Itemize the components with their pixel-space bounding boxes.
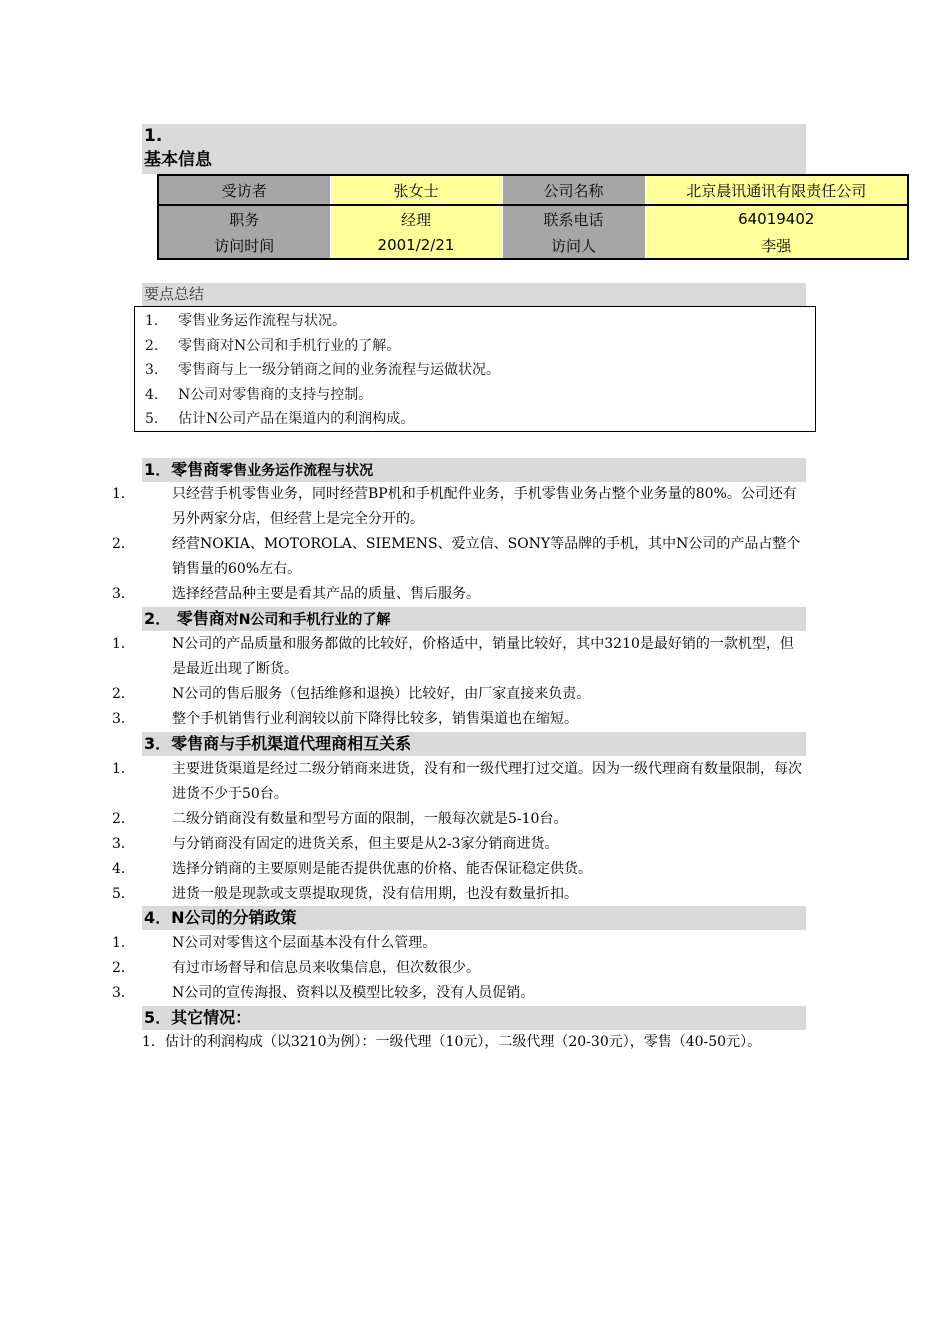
section-2-heading: [142, 607, 806, 631]
list-text: 进货一般是现款或支票提取现货，没有信用期，也没有数量折扣。: [172, 886, 578, 902]
list-text: 只经营手机零售业务，同时经营BP机和手机配件业务，手机零售业务占整个业务量的80%。公司还有另外两家分店，但经营上是完全分开的。: [172, 486, 797, 527]
list-text: N公司的产品质量和服务都做的比较好，价格适中，销量比较好，其中3210是最好销的一款机型，但是最近出现了断货。: [172, 636, 794, 677]
list-text: 二级分销商没有数量和型号方面的限制，一般每次就是5-10台。: [172, 811, 568, 827]
table-label-cell: 受访者: [158, 175, 330, 205]
list-item: [112, 981, 806, 1006]
list-number: 1.: [145, 313, 159, 329]
list-item: [112, 956, 806, 981]
list-text: N公司的宣传海报、资料以及模型比较多，没有人员促销。: [172, 985, 535, 1001]
list-item: [112, 931, 806, 956]
section-title-main: 5．其它情况：: [144, 1008, 252, 1027]
section-title-main: 4．N公司的分销政策: [144, 908, 297, 927]
table-label-cell: 公司名称: [502, 175, 645, 205]
section-title-sub: 零售业务运作流程与状况: [219, 463, 374, 479]
list-item: [112, 832, 806, 857]
list-number: 5．: [112, 886, 135, 902]
basic-info-title: 基本信息: [144, 150, 212, 170]
list-number: 3．: [112, 985, 135, 1001]
basic-info-number: 1.: [144, 126, 163, 146]
list-item: [112, 707, 806, 732]
list-item: [112, 682, 806, 707]
table-value-cell: 李强: [645, 232, 908, 259]
table-label-cell: 职务: [158, 205, 330, 232]
list-item: [112, 632, 806, 682]
summary-box: [134, 306, 816, 432]
list-number: 2．: [112, 536, 135, 552]
list-number: 1．: [112, 486, 135, 502]
list-item: [112, 532, 806, 582]
list-text: 整个手机销售行业利润较以前下降得比较多，销售渠道也在缩短。: [172, 711, 578, 727]
list-text: N公司的售后服务（包括维修和退换）比较好，由厂家直接来负责。: [172, 686, 591, 702]
list-text: 选择经营品种主要是看其产品的质量、售后服务。: [172, 586, 480, 602]
basic-info-table: [157, 174, 909, 260]
list-item: [112, 807, 806, 832]
section-title-main: 3．零售商与手机渠道代理商相互关系: [144, 734, 412, 753]
list-item: [112, 757, 806, 807]
list-number: 1．: [112, 761, 135, 777]
list-number: 5.: [145, 411, 159, 428]
list-number: 1．: [112, 636, 135, 652]
list-number: 1．: [142, 1034, 165, 1050]
list-text: 经营NOKIA、MOTOROLA、SIEMENS、爱立信、SONY等品牌的手机，其中N公司的产品占整个销售量的60%左右。: [172, 536, 801, 577]
list-number: 3．: [112, 836, 135, 852]
list-text: 估计的利润构成（以3210为例）：一级代理（10元），二级代理（20-30元），零售（40-50元）。: [164, 1034, 762, 1050]
table-label-cell: 访问人: [502, 232, 645, 259]
table-row: [158, 205, 908, 232]
list-text: 有过市场督导和信息员来收集信息，但次数很少。: [172, 960, 480, 976]
list-text: N公司对零售这个层面基本没有什么管理。: [172, 935, 437, 951]
list-number: 3.: [145, 362, 159, 379]
list-number: 1．: [112, 935, 135, 951]
table-row: [158, 232, 908, 259]
list-item: [135, 334, 815, 359]
section-5-heading: [142, 1006, 806, 1030]
list-text: 选择分销商的主要原则是能否提供优惠的价格、能否保证稳定供货。: [172, 861, 592, 877]
list-text: 零售商与上一级分销商之间的业务流程与运做状况。: [178, 362, 500, 379]
list-number: 3．: [112, 711, 135, 727]
list-number: 2．: [112, 960, 135, 976]
table-value-cell: 经理: [330, 205, 502, 232]
table-value-cell: 张女士: [330, 175, 502, 205]
section-3-heading: [142, 732, 806, 756]
list-item: [112, 582, 806, 607]
section-title-sub: 对N公司和手机行业的了解: [224, 612, 391, 628]
table-value-cell: 2001/2/21: [330, 232, 502, 259]
list-item: [112, 882, 806, 907]
list-text: 零售业务运作流程与状况。: [178, 313, 346, 329]
section-title-main: 2． 零售商: [144, 609, 225, 628]
list-item: [135, 358, 815, 383]
list-item: [112, 857, 806, 882]
table-row: [158, 175, 908, 205]
list-item: [142, 1030, 806, 1055]
list-number: 4．: [112, 861, 135, 877]
table-label-cell: 访问时间: [158, 232, 330, 259]
list-item: [135, 407, 815, 432]
table-label-cell: 联系电话: [502, 205, 645, 232]
list-item: [135, 309, 815, 334]
list-text: 与分销商没有固定的进货关系，但主要是从2-3家分销商进货。: [172, 836, 559, 852]
list-text: 零售商对N公司和手机行业的了解。: [178, 337, 401, 354]
list-number: 4.: [145, 386, 159, 403]
list-text: 估计N公司产品在渠道内的利润构成。: [178, 411, 415, 428]
basic-info-header: [142, 124, 806, 174]
list-number: 2．: [112, 811, 135, 827]
list-item: [112, 482, 806, 532]
list-number: 2.: [145, 337, 159, 354]
list-text: N公司对零售商的支持与控制。: [178, 386, 373, 403]
section-1-heading: [142, 458, 806, 482]
section-4-heading: [142, 906, 806, 930]
list-text: 主要进货渠道是经过二级分销商来进货，没有和一级代理打过交道。因为一级代理商有数量限制，每次进货不少于50台。: [172, 761, 802, 802]
list-item: [135, 383, 815, 408]
section-title-main: 1．零售商: [144, 460, 220, 479]
summary-header: 要点总结: [142, 283, 806, 306]
list-number: 2．: [112, 686, 135, 702]
list-number: 3．: [112, 586, 135, 602]
table-value-cell: 64019402: [645, 205, 908, 232]
table-value-cell: 北京晨讯通讯有限责任公司: [645, 175, 908, 205]
